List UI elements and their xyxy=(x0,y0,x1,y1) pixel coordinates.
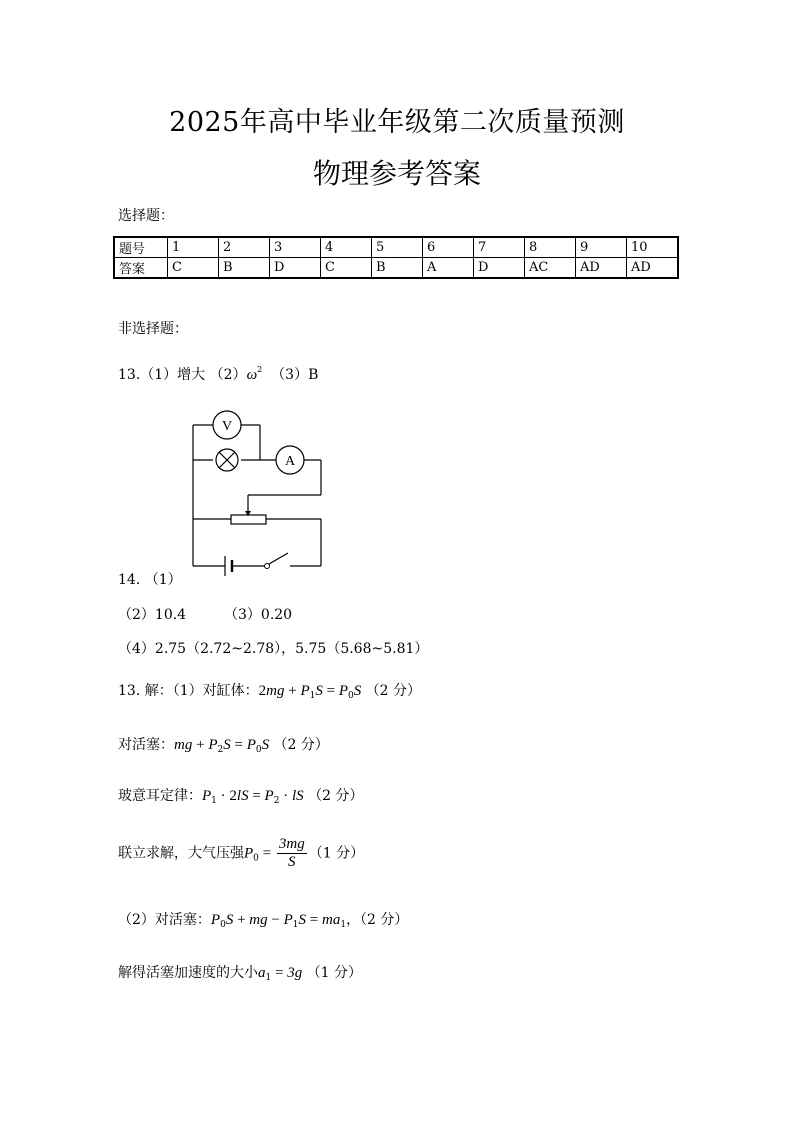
table-row-numbers xyxy=(114,237,678,258)
table-cell: 8 xyxy=(525,237,576,258)
line-label: 对活塞： xyxy=(118,737,174,753)
page-title: 2025年高中毕业年级第二次质量预测 xyxy=(169,107,625,138)
q15-intro: 13. 解：（1）对缸体： xyxy=(118,683,259,699)
q15-line6: 解得活塞加速度的大小$a_1 = 3g$ （1 分） xyxy=(118,965,363,983)
table-cell: AD xyxy=(576,258,627,279)
table-cell: 9 xyxy=(576,237,627,258)
q15-line5: （2）对活塞：$P_0S$ + mg − $P_1S = ma_1$，（2 分） xyxy=(118,912,409,930)
q14-label: 14. （1） xyxy=(118,572,182,588)
row-header-a: 答案 xyxy=(114,258,168,279)
line-label: 解得活塞加速度的大小 xyxy=(118,965,258,981)
q13-part1: （1）增大 xyxy=(140,367,206,383)
score-label: （1 分） xyxy=(306,965,363,981)
table-cell: 5 xyxy=(372,237,423,258)
page-subtitle: 物理参考答案 xyxy=(312,157,481,190)
table-cell: 3 xyxy=(270,237,321,258)
voltmeter-label: V xyxy=(221,419,233,434)
score-label: （1 分） xyxy=(308,845,365,862)
table-cell: 2 xyxy=(219,237,270,258)
table-cell: 6 xyxy=(423,237,474,258)
q14-part4: （4）2.75（2.72~2.78），5.75（5.68~5.81） xyxy=(118,641,429,657)
q15-line2: 对活塞：mg + $P_2S = P_0S$ （2 分） xyxy=(118,737,329,755)
table-cell: 7 xyxy=(474,237,525,258)
fraction: $\frac{3mg}{S}$ xyxy=(278,836,305,870)
table-cell: AD xyxy=(627,258,679,279)
a1-value: 3g xyxy=(287,965,303,981)
choice-heading: 选择题： xyxy=(118,208,174,224)
rheostat-icon xyxy=(231,515,266,524)
omega-exponent: 2 xyxy=(257,365,263,374)
table-cell: 1 xyxy=(168,237,219,258)
ammeter-label: A xyxy=(284,454,296,469)
table-cell: 10 xyxy=(627,237,679,258)
q13-part2: （2） xyxy=(209,367,247,383)
omega-symbol: ω xyxy=(246,367,258,383)
row-header-q: 题号 xyxy=(114,237,168,258)
nonchoice-heading: 非选择题： xyxy=(118,321,188,337)
line-label: 联立求解，大气压强 xyxy=(118,845,244,862)
line-label: 玻意耳定律： xyxy=(118,788,202,804)
q15-line1: 13. 解：（1）对缸体：$2mg + P_1S = P_0S$ （2 分） xyxy=(118,683,422,701)
q14-part3: （3）0.20 xyxy=(224,607,293,623)
score-label: （2 分） xyxy=(308,788,364,804)
q13-answer xyxy=(118,364,318,384)
table-cell: B xyxy=(219,258,270,279)
q15-line3: 玻意耳定律：$P_1 \cdot 2lS = P_2$ · lS （2 分） xyxy=(118,788,364,806)
table-cell: D xyxy=(474,258,525,279)
circuit-diagram xyxy=(180,402,340,578)
table-cell: C xyxy=(168,258,219,279)
q14-part2: （2）10.4 xyxy=(118,607,187,623)
q13-label: 13. xyxy=(118,367,141,383)
table-cell: 4 xyxy=(321,237,372,258)
table-cell: AC xyxy=(525,258,576,279)
score-label: （2 分） xyxy=(273,737,329,753)
line-label: （2）对活塞： xyxy=(118,912,211,928)
switch-icon xyxy=(265,564,270,569)
table-cell: D xyxy=(270,258,321,279)
q13-part3: （3）B xyxy=(271,367,319,383)
table-cell: A xyxy=(423,258,474,279)
score-label: ，（2 分） xyxy=(346,912,409,928)
answer-table xyxy=(113,236,679,279)
score-label: （2 分） xyxy=(365,683,422,699)
table-cell: C xyxy=(321,258,372,279)
q15-line4: 联立求解，大气压强$P_0$ = $\frac{3mg}{S}$ （1 分） xyxy=(118,836,365,870)
table-cell: B xyxy=(372,258,423,279)
table-row-answers xyxy=(114,258,678,279)
